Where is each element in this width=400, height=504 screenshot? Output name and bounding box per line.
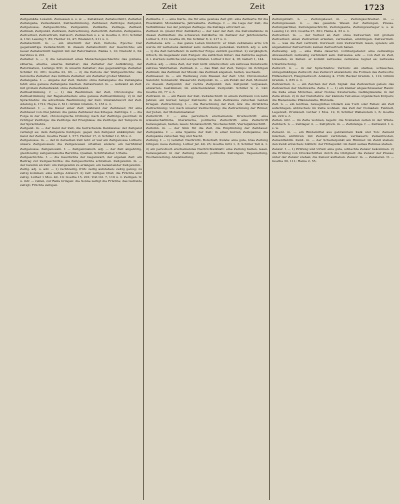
text-column-2 xyxy=(146,17,268,500)
entry-text: Zeitlebens. adv. — das ganze Leben hindurch: er blieb zeitlebens arm; ich werde dir zeitlebens dankbar sein; zeitlebens gedenken. Zeitlich. adj. u. adv. — 1) die Zeit betreffend: in zeitlicher Folge; zeitlich geordnet. 2) vergänglich, irdisch, im Gegensatz zum Ewigen: die zeitlichen Güter; das Zeitliche segnen, d. i. sterben; zeitliche und ewige Strafen. Luther 2 Kor. 4, 18; Gellert 1, 144. xyxy=(146,41,268,62)
header-rule xyxy=(20,14,142,15)
entry-text: Zeitgeist. m. — der Geist der Zeit, die herrschende Denkweise: der Zeitgeist verlangt es; dem Zeitgeiste huldigen; gegen den Zeitgeist ankämpfen; der Geist der Zeiten. Goethe Faust 1, 577; Herder 17, 2; Schiller 12, 66 u. ö. xyxy=(20,126,142,139)
entry-text: Zeitwort. n. — in der Sprachlehre: Verbum: ein starkes, schwaches, unregelmäßiges Zeitwort; das Zeitwort abwandeln; die Formen des Zeitworts; Hilfszeitwort, Hauptzeitwort. Adelung 4, 1726; Becker Gramm. 1, 112; Grimm Gramm. 1, 835 u. ö. xyxy=(272,65,394,82)
entry-text: Zelt. n. — ein leichtes, bewegliches Obdach aus Tuch oder Fellen: ein Zelt aufschlagen, abbrechen; im Zelte wohnen; das Zelt der Nomaden; Feldzelt, Lagerzelt, Prunkzelt. Luther 1 Mos. 12, 8; Schiller Wallenstein 1, 6; Goethe 40, 220 u. ö. xyxy=(272,101,394,119)
entry-text: Zeitungsblatt. n. — Zeitungsleser. m. — Zeitungsschreiber. m. — Zeitungswesen. n. — das gesamte Wesen der Zeitungen, Presse. Zeitungsartikel, Zeitungsnachricht, Zeitungsente, Zeitungsverleger u. s. w. Lessing 12, 201; Goethe 27, 301; Heine 4, 33 u. ö. xyxy=(272,17,394,34)
entry-text: Zeitgemäße Luxemb. Zumessen u. s. w. — Zeitablauf, Zeitabschnitt, Zeitalter, Zeitangabe, Zeitaufwand, Zeitbestimmung, Zeitdauer, Zeitfolge; Zeitgeist, Zeitgenosse, Zeitgeschichte, Zeitgewinn, Zeitkarte, Zeitlage, Zeitlauf, Zeitmaß, Zeitpunkt, Zeitraum, Zeitrechnung, Zeitschrift, Zeitsinn, Zeitspanne, Zeitverlust, Zeitvertreib, Zeitwort, Zeitzeichen u. s. w. Goethe 2, 311; Schiller 4, 132; Lessing 7, 85; Herder 12, 47; Wieland 3, 211 u. ö. xyxy=(20,17,142,42)
entry-text: Zeitdauer. f. — die Dauer einer Zeit: während der Zeitdauer; für eine Zeitdauer von drei Jahren; die ganze Zeitdauer des Krieges. Zeitfolge. f. — die Folge in der Zeit, chronologische Ordnung: nach der Zeitfolge geordnet; in richtiger Zeitfolge; die Zeitfolge der Ereignisse; die Zeitfolge der Tempora in der Sprachlehre. xyxy=(20,106,142,127)
page-number: 1723 xyxy=(364,3,385,12)
column-divider xyxy=(269,16,270,500)
entry-text: Zeitabschnitt. m. — ein Abschnitt der Zeit, Periode, Epoche: Der gegenwärtige Zeitabschnitt; in diesem Zeitabschnitt der Geschichte; ein neuer Zeitabschnitt beginnt mit der Reformation. Ranke 1, 12; Niebuhr 2, 34; Gervinus 4, 201. xyxy=(20,41,142,58)
entry-text: Zelten. intr. — im Zelte wohnen, lagern: die Nomaden zelten in der Wüste. Zeltdach. n. — Zeltlager. n. — Zeltpflock. m. — Zeltstange. f. — Zeltwand. f. u. s. w. xyxy=(272,118,394,131)
text-column-1 xyxy=(20,17,142,500)
entry-text: Zeitgenosse. m. — der in derselben Zeit lebt: er war ein Zeitgenosse Luthers; unsere Zeitgenossen; die Zeitgenossen urteilten anders; ein berühmter Zeitgenosse. Zeitgenossin. f. — Zeitgenössisch. adj. — der Zeit angehörig, gleichzeitig: zeitgenössische Berichte, Quellen, Schriftsteller, Urteile. xyxy=(20,138,142,155)
text-column-3 xyxy=(272,17,394,500)
entry-text: Zeitmesser. m. — ein Werkzeug zum Messen der Zeit: Uhr, Chronometer, Sanduhr, Sonnenuhr, Wasseruhr. Zeitpunkt. m. — ein Punkt der Zeit, Moment: zu diesem Zeitpunkt; der rechte Zeitpunkt; den Zeitpunkt verpassen, abwarten, bestimmen; im entscheidenden Zeitpunkt. Schiller 9, 2, 142; Goethe 20, 77 u. ö. xyxy=(146,73,268,94)
column-divider xyxy=(143,16,144,500)
running-head-middle-right: Zeit xyxy=(250,3,266,11)
page-header xyxy=(0,0,400,16)
entry-text: Zeitzeichen. n. — ein Zeichen der Zeit, Signal: das Zeitzeichen geben; das Zeitzeichen der Sternwarte. Zelle. f. — 1) ein kleiner abgeschlossener Raum: die Zelle eines Mönches, einer Nonne; Klosterzelle, Gefängniszelle; in der Zelle sitzen. 2) in der Naturlehre: der kleinste Teil eines organischen Körpers; die Bienenzelle; Pflanzenzelle, Blutzelle. xyxy=(272,81,394,102)
entry-text: Zeitweilig. adj. — eine Weile dauernd, vorübergehend: eine zeitweilige Abwesenheit; zeitweilig verhindert sein. Zeitweise. adv. — von Zeit zu Zeit, bisweilen, zu Zeiten: er kommt zeitweise; zeitweise regnet es; zeitweise Unterbrechung. xyxy=(272,49,394,66)
entry-text: Zeitraum. m. — ein Raum der Zeit, Zeitabschnitt: in einem Zeitraum von zehn Jahren; ein kurzer, langer Zeitraum; in dem Zeitraume zwischen beiden Kriegen. Zeitrechnung. f. — die Berechnung der Zeit, Ära: die christliche Zeitrechnung; vor, nach unserer Zeitrechnung; die Zeitrechnung der Römer, der Juden, der Mohammedaner. xyxy=(146,93,268,115)
entry-text: Zeitung. f. — 1) veraltet: Nachricht, Botschaft, Kunde: eine gute, böse Zeitung bringen; neue Zeitung. Luther Jer. 49, 23; Goethe Götz 1, 3; Schiller Tell 4, 1. 2) ein periodisch erscheinendes Nachrichtenblatt: eine Zeitung halten, lesen, herausgeben; in der Zeitung stehen; politische Zeitungen; Tageszeitung, Wochenzeitung, Abendzeitung. xyxy=(146,138,268,159)
entry-text: Zement. m. — ein Bindemittel aus gebranntem Kalk und Ton: Zement mischen, anrühren; mit Zement verbinden, vermauern; Zementboden, Zementfabrik. Zenit. m. — der Scheitelpunkt am Himmel: im Zenit stehen; den Zenit erreichen; bildlich: der Höhepunkt: im Zenit seines Ruhmes stehen. xyxy=(272,130,394,147)
entry-text: Zeitschrift. f. — eine periodisch erscheinende Druckschrift: eine wissenschaftliche, literarische, politische Zeitschrift; eine Zeitschrift herausgeben, halten, lesen; Monatsschrift, Wochenschrift, Vierteljahrsschrift. xyxy=(146,114,268,127)
entry-text: Zeitig. adj. u. adv. — 1) rechtzeitig, früh: zeitig aufstehen; zeitig genug; zu zeitig kommen; eine zeitige Antwort. 2) reif: zeitiges Obst; die Früchte sind zeitig. Luther 1 Mos. 40, 10; Goethe 15, 201; Voß Od. 7, 119 u. ö. Zeitigen. tr. u. intr. — reifen, zur Reife bringen: die Sonne zeitigt die Früchte; das Getreide zeitigt; Früchte zeitigen. xyxy=(20,166,142,187)
entry-text: Zeitsinn. m. — der Sinn für die Zeit, die Empfindung der Zeitdauer. Zeitspanne. f. — eine Spanne der Zeit: in einer kurzen Zeitspanne; die Zeitspanne zwischen Tag und Nacht. xyxy=(146,126,268,139)
entry-text: Zeitangabe. f. — Angabe der Zeit, Datum: ohne Zeitangabe; die Zeitangabe fehlt; eine genaue Zeitangabe machen. Zeitaufwand. m. — Aufwand an Zeit: mit großem Zeitaufwand; ohne Zeitaufwand. xyxy=(20,77,142,90)
entry-text: Zeitkarte. f. — eine Karte, die für eine gewisse Zeit gilt: eine Zeitkarte für die Eisenbahn; Monatskarte, Jahreskarte. Zeitlage. f. — die Lage der Zeit, die Verhältnisse: bei der jetzigen Zeitlage; die Zeitlage erfordert es. xyxy=(146,17,268,30)
entry-text: Zeitverlust. m. — der Verlust an Zeit: ohne Zeitverlust; mit großem Zeitverlust; einen Zeitverlust erleiden, vermeiden, einbringen. Zeitvertreib. m. — was die Zeit vertreibt, Kurzweil: zum Zeitvertreib lesen, spielen; ein angenehmer Zeitvertreib; keinen Zeitvertreib haben. xyxy=(272,33,394,50)
header-rule xyxy=(146,14,268,15)
entry-text: Zensur. f. — 1) Prüfung und Urteil: eine gute, schlechte Zensur bekommen. 2) die Prüfung von Druckschriften durch die Obrigkeit: die Zensur der Presse; unter der Zensur stehen; die Zensur aufheben. Zensor. m. — Zensieren. tr. — Goethe 30, 111; Heine 2, 55. xyxy=(272,146,394,163)
entry-text: Zeitlauf. m. (meist Plur. Zeitläufte) — der Lauf der Zeit, die Zeitumstände: in diesen Zeitläuften; die schweren Zeitläufte; im Zeitlauf der Jahrhunderte. Luther 2, 311; Goethe 26, 84; Schiller 8, 2, 217 u. ö. xyxy=(146,29,268,42)
header-rule xyxy=(272,14,382,15)
running-head-middle-left: Zeit xyxy=(162,3,178,11)
entry-text: Zeitgeschichte. f. — die Geschichte der Gegenwart, der eigenen Zeit: ein Beitrag zur Zeitgeschichte; die Zeitgeschichte schreiben. Zeitgewinn. m. — der Gewinn an Zeit: um Zeitgewinn zu erlangen; ein bedeutender Zeitgewinn. xyxy=(20,154,142,167)
running-head-left: Zeit xyxy=(42,3,58,11)
entry-text: Zeitbestimmung. f. — 1) das Bestimmen der Zeit, Chronologie: die Zeitbestimmung der Begebenheiten; eine genaue Zeitbestimmung. 2) in der Sprachlehre: die adverbiale Bestimmung der Zeit; Umstandswort der Zeit. Adelung 4, 1721; Heyse 2, 611; Grimm Gramm. 3, 133 u. ö. xyxy=(20,89,142,106)
entry-text: Zeitlos. adj. — ohne Zeit, der Zeit nicht unterworfen: ein zeitloses Kunstwerk; zeitlose Wahrheiten. Zeitmaß. n. — das Maß der Zeit, Tempo: im richtigen Zeitmaß; das Zeitmaß der Musik; das Zeitmaß angeben, halten, wechseln. xyxy=(146,61,268,74)
entry-text: Zeitalter. n. — 1) die Lebenszeit eines Menschengeschlechts: das goldene, silberne, eherne, eiserne Zeitalter; das Zeitalter der Aufklärung, der Reformation, Ludwigs XIV.; in unserm Zeitalter; das gegenwärtige Zeitalter. Schiller 10, 281; Goethe 22, 93. — 2) die Periode der Weltgeschichte: das heroische Zeitalter; das mittlere Zeitalter; ein Zeitalter großer Männer. xyxy=(20,57,142,78)
